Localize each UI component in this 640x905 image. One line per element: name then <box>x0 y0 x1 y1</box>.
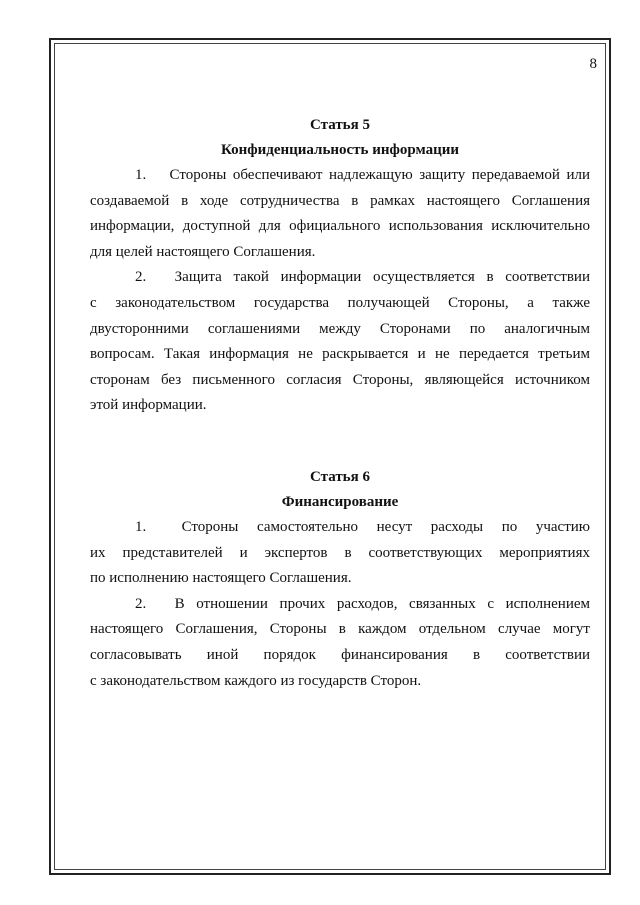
paragraph-line: этой информации. <box>90 397 207 414</box>
section-gap <box>90 419 590 442</box>
paragraph-line: настоящего Соглашения, Стороны в каждом отдельном случае могут <box>90 621 590 638</box>
paragraph-line: информации, доступной для официального использования исключительно <box>90 218 590 235</box>
paragraph-number: 2. <box>135 269 147 286</box>
document-body <box>90 113 590 694</box>
paragraph-number: 1. <box>135 167 147 183</box>
paragraph-line: для целей настоящего Соглашения. <box>90 243 316 260</box>
paragraph-line: двусторонними соглашениями между Сторонами по аналогичным <box>90 320 590 337</box>
paragraph-line <box>90 163 590 189</box>
paragraph-line: создаваемой в ходе сотрудничества в рамках настоящего Соглашения <box>90 192 590 209</box>
paragraph-line: вопросам. Такая информация не раскрывается и не передается третьим <box>90 346 590 363</box>
article-6-paragraph-1 <box>90 515 590 592</box>
article-5-paragraph-1 <box>90 163 590 265</box>
paragraph-line <box>90 515 590 541</box>
paragraph-line: согласовывать иной порядок финансирования в соответствии <box>90 646 590 663</box>
line-text: Стороны обеспечивают надлежащую защиту передаваемой или <box>169 167 590 183</box>
line-text: Защита такой информации осуществляется в соответствии <box>174 269 590 286</box>
paragraph-number: 2. <box>135 595 147 612</box>
article-5-title: Статья 5 <box>310 117 370 133</box>
paragraph-line <box>90 592 590 618</box>
paragraph-line: с законодательством государства получающей Стороны, а также <box>90 294 590 311</box>
article-6-paragraph-2 <box>90 592 590 694</box>
article-6-subtitle: Финансирование <box>281 493 399 510</box>
article-5-paragraph-2 <box>90 265 590 419</box>
line-text: Стороны самостоятельно несут расходы по участию <box>181 518 591 535</box>
paragraph-line: сторонам без письменного согласия Стороны, являющейся источником <box>90 371 590 388</box>
section-gap <box>90 442 590 465</box>
line-text: В отношении прочих расходов, связанных с исполнением <box>174 595 590 612</box>
article-5-subtitle: Конфиденциальность информации <box>220 142 460 158</box>
paragraph-line: по исполнению настоящего Соглашения. <box>90 570 352 587</box>
paragraph-line <box>90 265 590 291</box>
paragraph-number: 1. <box>135 518 147 535</box>
article-6-title: Статья 6 <box>310 468 370 485</box>
paragraph-line: их представителей и экспертов в соответствующих мероприятиях <box>90 544 590 561</box>
paragraph-line: с законодательством каждого из государств Сторон. <box>90 672 422 689</box>
page-number: 8 <box>589 56 597 72</box>
